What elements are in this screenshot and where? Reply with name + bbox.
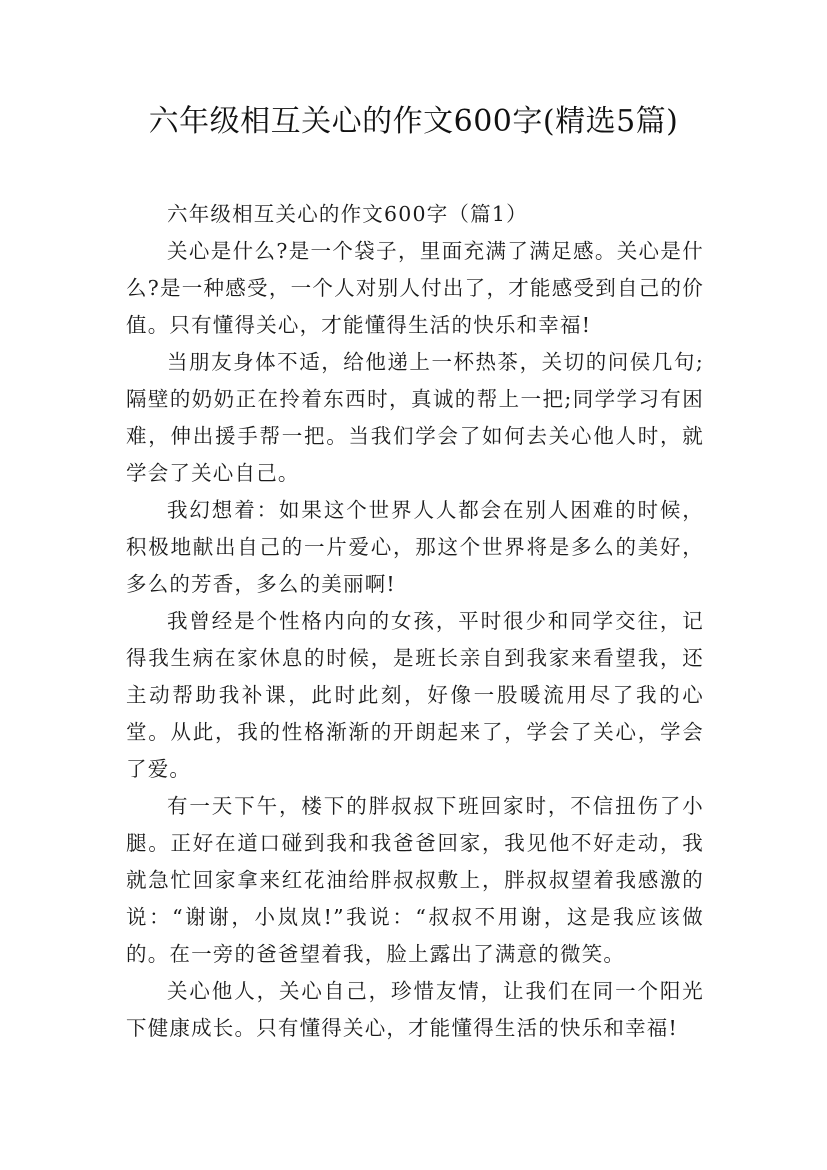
paragraph-4: 我曾经是个性格内向的女孩，平时很少和同学交往，记得我生病在家休息的时候，是班长亲自到我家来看望我，还主动帮助我补课，此时此刻，好像一股暖流用尽了我的心堂。从此，我的性格渐渐的开朗起来了，学会了关心，学会了爱。 [126,609,704,781]
paragraph-2: 当朋友身体不适，给他递上一杯热茶，关切的问侯几句;隔壁的奶奶正在拎着东西时，真诚的帮上一把;同学学习有困难，伸出援手帮一把。当我们学会了如何去关心他人时，就学会了关心自己。 [126,350,704,485]
section-heading: 六年级相互关心的作文600字（篇1） [167,202,528,226]
document-title: 六年级相互关心的作文600字(精选5篇) [148,104,679,139]
paragraph-1: 关心是什么?是一个袋子，里面充满了满足感。关心是什么?是一种感受，一个人对别人付出了，才能感受到自己的价值。只有懂得关心，才能懂得生活的快乐和幸福! [126,239,704,337]
paragraph-6: 关心他人，关心自己，珍惜友情，让我们在同一个阳光下健康成长。只有懂得关心，才能懂得生活的快乐和幸福! [126,979,704,1040]
paragraph-5: 有一天下午，楼下的胖叔叔下班回家时，不信扭伤了小腿。正好在道口碰到我和我爸爸回家，我见他不好走动，我就急忙回家拿来红花油给胖叔叔敷上，胖叔叔望着我感激的说：“谢谢，小岚岚!”我说：“叔叔不用谢，这是我应该做的。在一旁的爸爸望着我，脸上露出了满意的微笑。 [126,794,704,966]
paragraph-3: 我幻想着：如果这个世界人人都会在别人困难的时候，积极地献出自己的一片爱心，那这个世界将是多么的美好，多么的芳香，多么的美丽啊! [126,498,704,596]
document-body [126,196,704,1047]
